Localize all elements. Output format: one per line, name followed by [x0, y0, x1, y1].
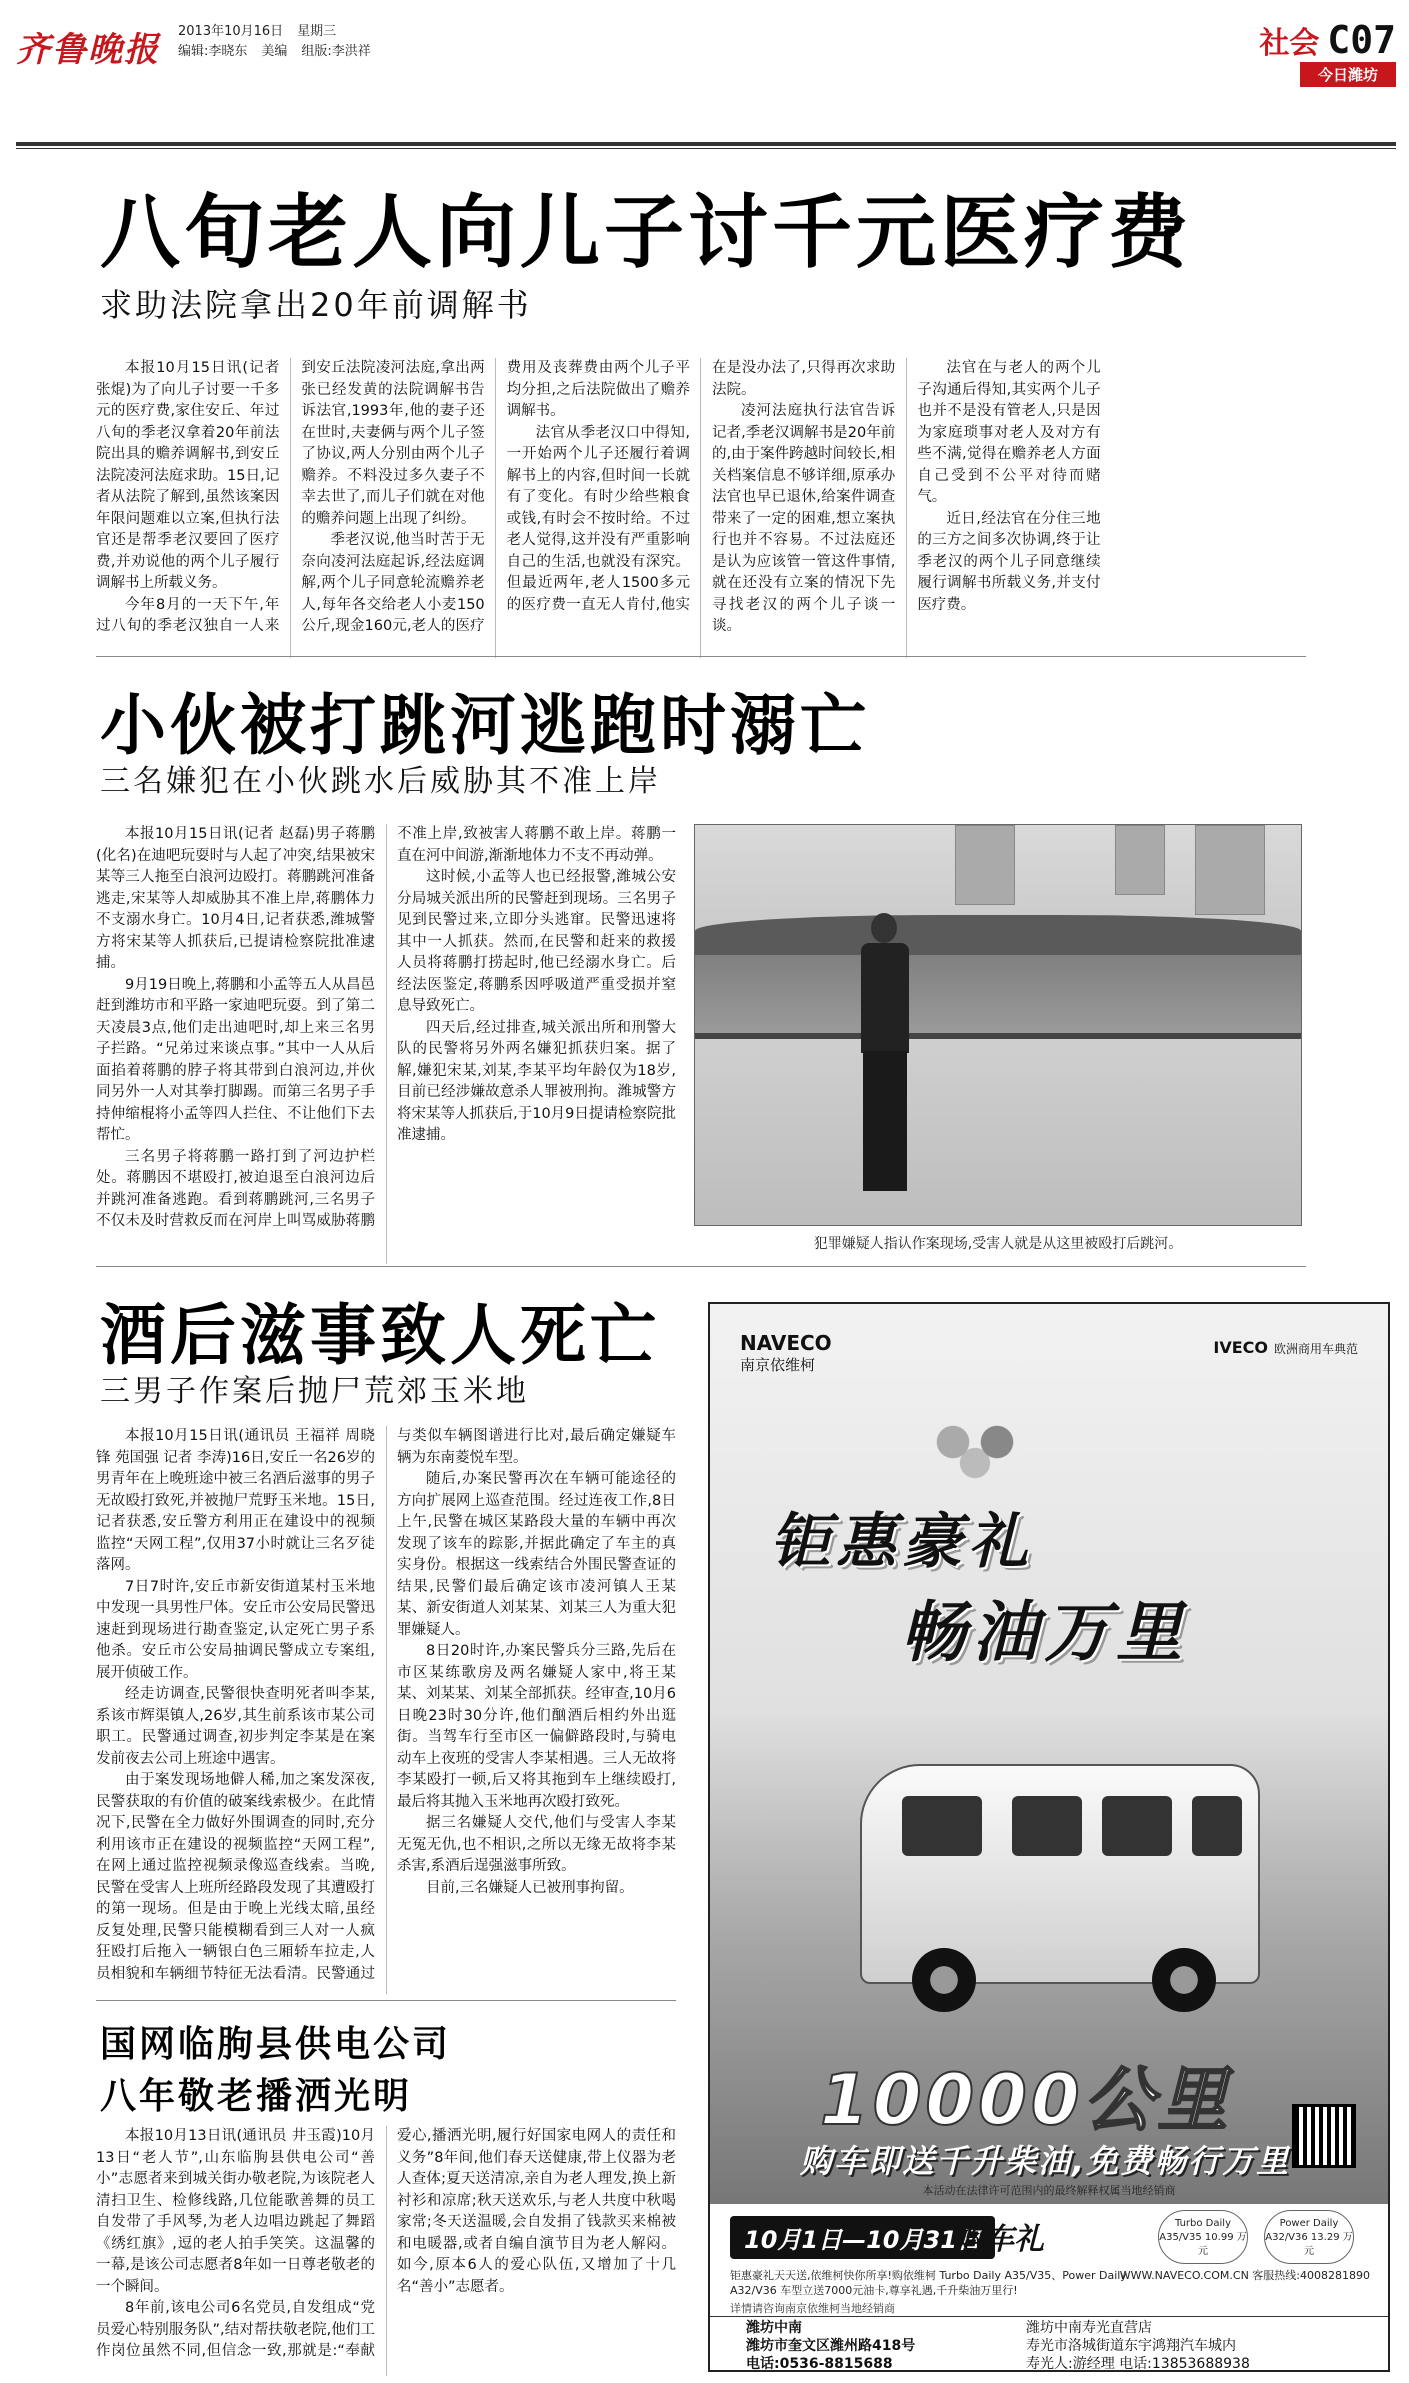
story1-subhead: 求助法院拿出20年前调解书 — [100, 286, 532, 324]
story3-subhead: 三男子作案后抛尸荒郊玉米地 — [100, 1374, 529, 1409]
ad-price-badge: Power Daily A32/V36 13.29 万元 — [1264, 2210, 1354, 2264]
ad-promo-banner — [730, 2210, 1370, 2264]
photo-trees — [695, 915, 1301, 955]
dealer-2-contact: 寿光人:游经理 — [1026, 2356, 1115, 2372]
story4-headline-line1: 国网临朐县供电公司 — [100, 2024, 452, 2065]
story2-paragraph: 三名男子将蒋鹏一路打到了河边护栏处。蒋鹏因不堪殴打,被迫退至白浪河边后并跳河准备逃跑。看到蒋鹏跳河,三名男子不仅未及时营救反而在河岸上叫骂威胁蒋鹏不准上岸,致被害人蒋鹏不敢上岸。蒋鹏一直在河中间游,渐渐地体力不支不再动弹。 — [96, 826, 676, 1229]
dealer-2-phone: 电话:13853688938 — [1119, 2356, 1250, 2372]
ad-website-url: WWW.NAVECO.COM.CN — [1119, 2269, 1249, 2282]
photo-railing — [695, 1033, 1301, 1039]
ad-brand-logo — [740, 1332, 832, 1376]
story3-paragraph: 8日20时许,办案民警兵分三路,先后在市区某练歌房及两名嫌疑人家中,将王某某、刘某某、刘某全部抓获。经审查,10月6日晚23时30分许,他们酗酒后相约外出逛街。当驾车行至市区一偏僻路段时,与骑电动车上夜班的受害人李某相遇。三人无故将李某殴打一顿,后又将其拖到车上继续殴打,最后将其抛入玉米地再次殴打致死。 — [397, 1643, 676, 1810]
story3-paragraph: 随后,办案民警再次在车辆可能途径的方向扩展网上巡查范围。经过连夜工作,8日上午,民警在城区某路段大量的车辆中再次发现了该车的踪影,并据此确定了车主的真实身份。根据这一线索结合外围民警查证的结果,民警们最后确定该市凌河镇人王某某、新安街道人刘某某、刘某三人为重大犯罪嫌疑人。 — [397, 1471, 676, 1638]
dealer-1-address: 潍坊市奎文区潍州路418号 — [746, 2338, 916, 2354]
van-windshield — [902, 1796, 982, 1856]
story4-headline-line2: 八年敬老播洒光明 — [100, 2076, 413, 2117]
ad-contact-note: 详情请咨询南京依维柯当地经销商 — [730, 2302, 895, 2315]
story2-paragraph: 本报10月15日讯(记者 赵磊)男子蒋鹏(化名)在迪吧玩耍时与人起了冲突,结果被宋某等三人拖至白浪河边殴打。蒋鹏跳河准备逃走,宋某等人却威胁其不准上岸,蒋鹏体力不支溺水身亡。10月4日,记者获悉,潍城警方将宋某等人抓获后,已提请检察院批准逮捕。 — [96, 826, 375, 971]
story2-body — [96, 824, 676, 1264]
story1-headline: 八旬老人向儿子讨千元医疗费 — [100, 186, 1192, 279]
proofer-credit: 组版:李洪祥 — [301, 44, 371, 59]
story3-paragraph: 据三名嫌疑人交代,他们与受害人李某无冤无仇,也不相识,之所以无缘无故将李某杀害,系酒后逞强滋事所致。 — [397, 1815, 676, 1874]
dealer-2 — [1026, 2319, 1250, 2372]
issue-weekday: 星期三 — [297, 24, 337, 39]
story2-paragraph: 9月19日晚上,蒋鹏和小孟等五人从昌邑赶到潍坊市和平路一家迪吧玩耍。到了第二天凌晨3点,他们走出迪吧时,却上来三名男子拦路。“兄弟过来谈点事。”其中一人从后面掐着蒋鹏的脖子将其带到白浪河边,并伙同另外一人对其拳打脚踢。而第三名男子手持伸缩棍将小孟等四人拦住、不让他们下去帮忙。 — [96, 976, 375, 1143]
photo-person-body — [861, 943, 909, 1053]
story3-paragraph: 由于案发现场地僻人稀,加之案发深夜,民警获取的有价值的破案线索极少。在此情况下,民警在全力做好外围调查的同时,充分利用该市正在建设的视频监控“天网工程”,在网上通过监控视频录像巡查线索。当晚,民警在受害人上班所经路段发现了其遭殴打的第一现场。但是由于晚上光线太暗,虽经反复处理,民警只能模糊看到三人对一人疯狂殴打后拖入一辆银白色三厢轿车拉走,人员相貌和车辆细节特征无法看清。民警通过与类似车辆图谱进行比对,最后确定嫌疑车辆为东南菱悦车型。 — [96, 1428, 676, 1982]
ad-partner-tag: 欧洲商用车典范 — [1273, 1342, 1358, 1356]
ad-partner-name: IVECO — [1213, 1338, 1268, 1357]
photo-building — [1195, 825, 1265, 915]
van-window — [1012, 1796, 1082, 1856]
dealer-1-phone: 电话:0536-8815688 — [746, 2356, 893, 2372]
van-window — [1102, 1796, 1172, 1856]
qr-code-icon — [1292, 2104, 1356, 2168]
newspaper-logo: 齐鲁晚报 — [16, 30, 160, 70]
dealer-2-address: 寿光市洛城街道东宇鸿翔汽车城内 — [1026, 2338, 1236, 2354]
story-divider — [96, 656, 1306, 657]
van-wheel — [1152, 1948, 1216, 2012]
photo-person-head — [871, 913, 897, 943]
van-illustration — [860, 1764, 1260, 1984]
story1-paragraph: 法官从季老汉口中得知,一开始两个儿子还履行着调解书上的内容,但时间一长就有了变化。有时少给些粮食或钱,有时会不按时给。不过老人觉得,这并没有严重影响自己的生活,也就没有深究。但最近两年,老人1500多元的医疗费一直无人肯付,他实在是没办法了,只得再次求助法院。 — [506, 360, 896, 613]
story2-headline: 小伙被打跳河逃跑时溺亡 — [100, 687, 870, 764]
story1-body — [96, 358, 1306, 658]
photo-caption: 犯罪嫌疑人指认作案现场,受害人就是从这里被殴打后跳河。 — [813, 1236, 1183, 1252]
issue-date: 2013年10月16日 — [178, 24, 284, 39]
ad-description-text: 钜惠豪礼天天送,依维柯快你所享!购依维柯 Turbo Daily A35/V35、Power Daily A32/V36 车型立送7000元油卡,尊享礼遇,千升柴油万里行! — [730, 2269, 1127, 2297]
header-rule — [16, 142, 1396, 146]
story1-paragraph: 季老汉说,他当时苦于无奈向凌河法庭起诉,经法庭调解,两个儿子同意轮流赡养老人,每年各交给老人小麦150公斤,现金160元,老人的医疗费用及丧葬费由两个儿子平均分担,之后法院做出了赡养调解书。 — [301, 360, 690, 634]
header-rule-thin — [16, 148, 1396, 149]
dealer-1-name: 潍坊中南 — [746, 2320, 802, 2336]
designer-credit: 美编 — [261, 44, 288, 59]
story4-paragraph: 本报10月13日讯(通讯员 井玉霞)10月13日“老人节”,山东临朐县供电公司“善小”志愿者来到城关街办敬老院,为该院老人清扫卫生、检修线路,几位能歌善舞的员工自发带了手风琴,为老人边唱边跳起了舞蹈《绣红旗》,逗的老人拍手笑笑。这温馨的一幕,是该公司志愿者8年如一日尊老敬老的一个瞬间。 — [96, 2128, 375, 2295]
story4-paragraph: 8年前,该电公司6名党员,自发组成“党员爱心特别服务队”,结对帮扶敬老院,他们工作岗位虽然不同,但信念一致,那就是:“奉献爱心,播洒光明,履行好国家电网人的责任和义务”8年间,他们春天送健康,带上仪器为老人查体;夏天送清凉,亲自为老人理发,换上新衬衫和凉席;秋天送欢乐,与老人共度中秋喝家常;冬天送温暖,会自发捐了钱款买来棉被和电暖器,或者自编自演节目为老人解闷。如今,原本6人的爱心队伍,又增加了十几名“善小”志愿者。 — [96, 2128, 676, 2359]
story3-headline: 酒后滋事致人死亡 — [100, 1297, 660, 1374]
dealer-2-name: 潍坊中南寿光直营店 — [1026, 2320, 1152, 2336]
ad-mileage: 10000公里 — [820, 2059, 1232, 2141]
issue-info — [178, 22, 385, 62]
story1-paragraph: 凌河法庭执行法官告诉记者,季老汉调解书是20年前的,由于案件跨越时间较长,相关档案信息不够详细,原承办法官也早已退休,给案件调查带来了一定的困难,想立案执行也并不容易。不过法庭还是认为应该管一管这件事情,就在还没有立案的情况下先寻找老汉的两个儿子谈一谈。 — [711, 403, 896, 634]
balloons-icon — [920, 1414, 1030, 1484]
story3-paragraph: 7日7时许,安丘市新安街道某村玉米地中发现一具男性尸体。安丘市公安局民警迅速赶到现场进行勘查鉴定,认定死亡男子系他杀。安丘市公安局抽调民警成立专案组,展开侦破工作。 — [96, 1578, 375, 1681]
ad-slogan-2: 畅油万里 — [900, 1594, 1188, 1671]
dealer-1 — [746, 2319, 915, 2372]
subsection-tag: 今日潍坊 — [1300, 62, 1396, 87]
story3-paragraph: 本报10月15日讯(通讯员 王福祥 周晓锋 苑国强 记者 李涛)16日,安丘一名26岁的男青年在上晚班途中被三名酒后滋事的男子无故殴打致死,并被抛尸荒野玉米地。15日,记者获悉,安丘警方利用正在建设中的视频监控“天网工程”,仅用37小时就让三名歹徒落网。 — [96, 1428, 375, 1573]
masthead — [16, 18, 1396, 84]
ad-slogan-1: 钜惠豪礼 — [770, 1507, 1034, 1577]
story2-paragraph: 四天后,经过排查,城关派出所和刑警大队的民警将另外两名嫌犯抓获归案。据了解,嫌犯宋某,刘某,李某平均年龄仅为18岁,目前已经涉嫌故意杀人罪被刑拘。潍城警方将宋某等人抓获后,于10月9日提请检察院批准逮捕。 — [397, 1019, 676, 1143]
story-divider — [96, 1266, 1306, 1267]
story4-body — [96, 2126, 676, 2376]
section-header — [1259, 18, 1396, 62]
photo-building — [1115, 825, 1165, 895]
page-number: C07 — [1327, 18, 1396, 62]
crime-scene-photo — [694, 824, 1302, 1226]
ad-promo-gift: 购车礼 — [954, 2222, 1044, 2257]
ad-brand-cn: 南京依维柯 — [740, 1356, 816, 1374]
ad-promo-dates: 10月1日—10月31日 — [730, 2216, 995, 2259]
story3-body — [96, 1426, 676, 1994]
ad-legal-note: 本活动在法律许可范围内的最终解释权属当地经销商 — [922, 2184, 1176, 2197]
photo-building — [955, 825, 1015, 905]
ad-description — [730, 2268, 1370, 2298]
story-divider — [96, 2000, 676, 2001]
ad-website — [1120, 2268, 1370, 2283]
story3-paragraph: 经走访调查,民警很快查明死者叫李某,系该市辉渠镇人,26岁,其生前系该市某公司职工。民警通过调查,初步判定李某是在案发前夜去公司上班途中遇害。 — [96, 1686, 375, 1767]
story2-subhead: 三名嫌犯在小伙跳水后威胁其不准上岸 — [100, 764, 661, 799]
ad-price-badge: Turbo Daily A35/V35 10.99 万元 — [1158, 2210, 1248, 2264]
story3-paragraph: 目前,三名嫌疑人已被刑事拘留。 — [426, 1879, 634, 1896]
naveco-advertisement — [708, 1302, 1390, 2372]
editor-credit: 编辑:李晓东 — [178, 44, 248, 59]
story1-paragraph: 法官在与老人的两个儿子沟通后得知,其实两个儿子也并不是没有管老人,只是因为家庭琐事对老人及对方有些不满,觉得在赡养老人方面自己受到不公平对待而赌气。 — [917, 360, 1101, 505]
ad-hotline: 客服热线:4008281890 — [1252, 2269, 1370, 2282]
ad-brand-name: NAVECO — [740, 1331, 832, 1355]
section-name: 社会 — [1259, 26, 1320, 61]
ad-dealers — [710, 2316, 1388, 2372]
story1-paragraph: 本报10月15日讯(记者 张焜)为了向儿子讨要一千多元的医疗费,家住安丘、年过八旬的季老汉拿着20年前法院出具的赡养调解书,到安丘法院凌河法庭求助。15日,记者从法院了解到,虽然该案因年限问题难以立案,但执行法官还是帮季老汉要回了医疗费,并劝说他的两个儿子履行调解书上所载义务。 — [96, 360, 280, 591]
ad-partner-logo — [1213, 1338, 1358, 1357]
van-wheel — [912, 1948, 976, 2012]
photo-person-legs — [863, 1051, 907, 1191]
story2-paragraph: 这时候,小孟等人也已经报警,潍城公安分局城关派出所的民警赶到现场。三名男子见到民警过来,立即分头逃窜。民警迅速将其中一人抓获。然而,在民警和赶来的救援人员将蒋鹏打捞起时,他已经溺水身亡。后经法医鉴定,蒋鹏系因呼吸道严重受损并窒息导致死亡。 — [397, 869, 676, 1014]
van-window — [1192, 1796, 1242, 1856]
ad-offer: 购车即送千升柴油,免费畅行万里 — [800, 2142, 1291, 2180]
story1-paragraph: 今年8月的一天下午,年过八旬的季老汉独自一人来到安丘法院凌河法庭,拿出两张已经发黄的法院调解书告诉法官,1993年,他的妻子还在世时,夫妻俩与两个儿子签了协议,两人分别由两个儿子赡养。不料没过多久妻子不幸去世了,而儿子们就在对他的赡养问题上出现了纠纷。 — [96, 360, 485, 634]
story1-paragraph: 近日,经法官在分住三地的三方之间多次协调,终于让季老汉的两个儿子同意继续履行调解书所载义务,并支付医疗费。 — [917, 510, 1101, 613]
